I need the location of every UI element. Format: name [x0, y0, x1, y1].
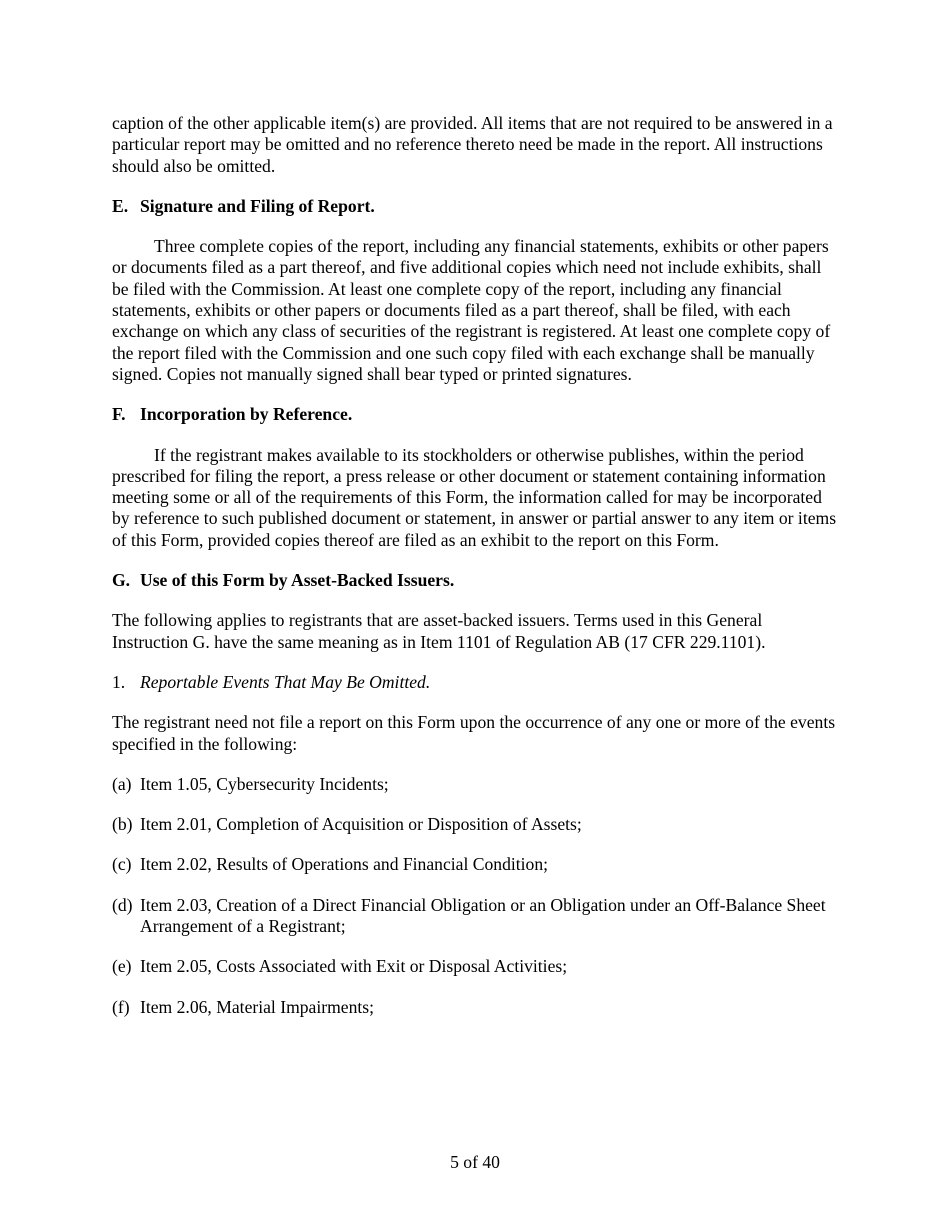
- section-e-letter: E.: [112, 195, 129, 216]
- section-f-heading: [112, 404, 840, 425]
- list-item-text: Item 1.05, Cybersecurity Incidents;: [140, 773, 389, 794]
- list-item-letter: (e): [112, 956, 132, 977]
- list-item: [112, 997, 840, 1018]
- list-item: [112, 956, 840, 977]
- section-f-title: Incorporation by Reference.: [140, 404, 353, 425]
- section-g-title: Use of this Form by Asset-Backed Issuers.: [140, 570, 455, 591]
- list-item-letter: (c): [112, 854, 132, 875]
- list-item-text: Item 2.06, Material Impairments;: [140, 996, 375, 1017]
- subsection-1-heading: [112, 672, 840, 693]
- section-g-heading: [112, 570, 840, 591]
- document-page: [112, 113, 840, 1037]
- list-item-letter: (b): [112, 814, 133, 835]
- list-item-text: Item 2.01, Completion of Acquisition or Disposition of Assets;: [140, 814, 582, 835]
- list-item: [112, 814, 840, 835]
- list-item-letter: (d): [112, 894, 133, 915]
- page-number: 5 of 40: [450, 1152, 500, 1172]
- section-f-body: If the registrant makes available to its stockholders or otherwise publishes, within the period prescribed for filing the report, a press release or other document or statement containing information meeting some or all of the requirements of this Form, the information called for may be incorporated by reference to such published document or statement, in answer or partial answer to any item or items of this Form, provided copies thereof are filed as an exhibit to the report on this Form.: [112, 444, 837, 550]
- list-item-text: Item 2.02, Results of Operations and Financial Condition;: [140, 854, 549, 875]
- list-item: [112, 774, 840, 795]
- subsection-1-title: Reportable Events That May Be Omitted.: [140, 671, 431, 692]
- section-g-letter: G.: [112, 570, 131, 591]
- section-g-body: The following applies to registrants that are asset-backed issuers. Terms used in this General Instruction G. have the same meaning as in Item 1101 of Regulation AB (17 CFR 229.1101).: [112, 610, 766, 652]
- section-f-letter: F.: [112, 404, 126, 425]
- list-item: [112, 895, 840, 938]
- subsection-1-number: 1.: [112, 671, 126, 692]
- list-item-letter: (f): [112, 996, 130, 1017]
- list-item-text: Item 2.05, Costs Associated with Exit or Disposal Activities;: [140, 956, 568, 977]
- section-e-heading: [112, 196, 840, 217]
- subsection-1-body: The registrant need not file a report on this Form upon the occurrence of any one or more of the events specified in the following:: [112, 712, 836, 754]
- list-item: [112, 854, 840, 875]
- list-item-text: Item 2.03, Creation of a Direct Financial Obligation or an Obligation under an Off-Balance Sheet Arrangement of a Registrant;: [140, 894, 826, 937]
- intro-paragraph: caption of the other applicable item(s) are provided. All items that are not required to be answered in a particular report may be omitted and no reference thereto need be made in the report. All instructions should also be omitted.: [112, 113, 833, 176]
- section-e-title: Signature and Filing of Report.: [140, 195, 375, 216]
- list-item-letter: (a): [112, 773, 132, 794]
- section-e-body: Three complete copies of the report, including any financial statements, exhibits or other papers or documents filed as a part thereof, and five additional copies which need not include exhibits, shall be filed with the Commission. At least one complete copy of the report, including any financial statements, exhibits or other papers or documents filed as a part thereof, shall be filed, with each exchange on which any class of securities of the registrant is registered. At least one complete copy of the report filed with the Commission and one such copy filed with each exchange shall be manually signed. Copies not manually signed shall bear typed or printed signatures.: [112, 236, 831, 384]
